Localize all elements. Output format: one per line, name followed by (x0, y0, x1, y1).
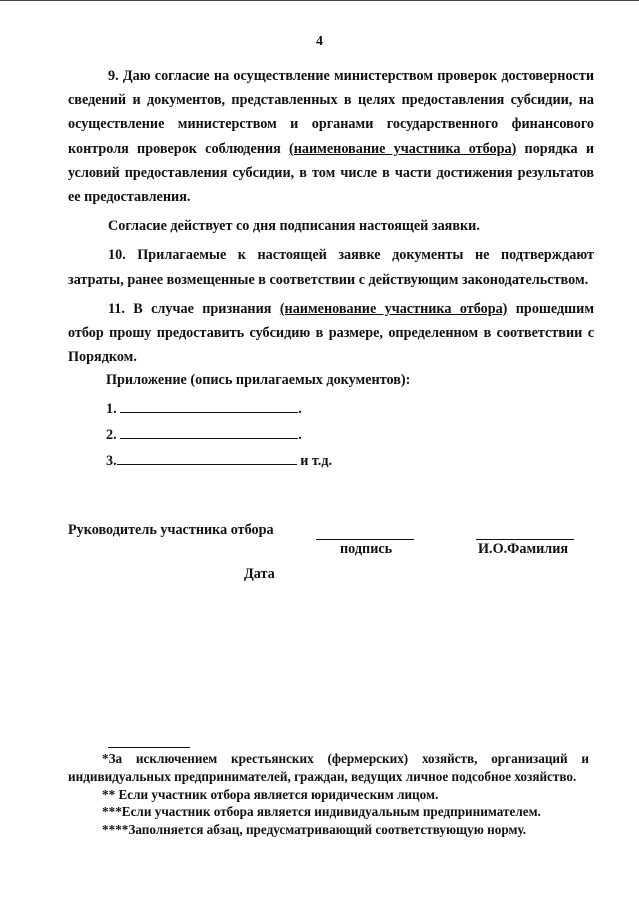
name-line[interactable] (476, 539, 574, 540)
appendix-item-blank[interactable] (117, 450, 297, 465)
paragraph-9-end: порядка и условий предоставления субсидии, в том числе в части достижения результатов ее предоставления. (68, 140, 594, 206)
paragraph-11-start: 11. В случае признания (108, 300, 280, 317)
paragraph-11 (68, 297, 594, 370)
appendix-title: Приложение (опись прилагаемых документов): (106, 372, 411, 388)
consent-paragraph: Согласие действует со дня подписания настоящей заявки. (108, 218, 480, 235)
appendix-item-number: 2. (106, 427, 117, 443)
signature-line[interactable] (316, 539, 414, 540)
footnote-2: ** Если участник отбора является юридическим лицом. (102, 786, 439, 802)
appendix-item-suffix: . (298, 401, 302, 417)
footnote-3: ***Если участник отбора является индивидуальным предпринимателем. (102, 804, 541, 820)
footnote-1: *За исключением крестьянских (фермерских) хозяйств, организаций и индивидуальных предпринимателей, граждан, ведущих личное подсобное хозяйство. (68, 751, 589, 784)
participant-name-placeholder: (наименование участника отбора) (289, 140, 517, 157)
signature-caption: подпись (340, 541, 393, 557)
appendix-item-number: 3. (106, 453, 117, 469)
paragraph-11-end: прошедшим отбор прошу предоставить субсидию в размере, определенном в соответствии с Порядком. (68, 300, 594, 366)
head-of-participant-label: Руководитель участника отбора (68, 522, 274, 538)
footnote-separator (108, 747, 190, 748)
paragraph-9-start: 9. Даю согласие на осуществление министерством проверок достоверности сведений и документов, представленных в целях предоставления субсидии, на осуществление министерством и органами государственного финансового контроля проверок соблюдения (68, 68, 594, 157)
date-label: Дата (244, 566, 275, 582)
page-number: 4 (316, 34, 323, 49)
name-caption: И.О.Фамилия (478, 541, 569, 557)
appendix-item-blank[interactable] (120, 398, 298, 413)
appendix-item-blank[interactable] (120, 424, 298, 439)
paragraph-10: 10. Прилагаемые к настоящей заявке документы не подтверждают затраты, ранее возмещенные в соответствии с действующим законодательством. (68, 247, 594, 288)
appendix-item-number: 1. (106, 401, 117, 417)
footnote-4: ****Заполняется абзац, предусматривающий соответствующую норму. (102, 822, 527, 838)
main-text (68, 64, 594, 369)
appendix-item-1 (106, 398, 302, 418)
page-top-edge (0, 0, 639, 1)
paragraph-9 (68, 64, 594, 209)
appendix-item-suffix: . (298, 427, 302, 443)
appendix-item-suffix: и т.д. (296, 453, 333, 469)
appendix-item-3 (106, 450, 332, 470)
participant-name-placeholder-2: (наименование участника отбора) (279, 300, 508, 317)
appendix-item-2 (106, 424, 302, 444)
footnotes (68, 750, 589, 839)
